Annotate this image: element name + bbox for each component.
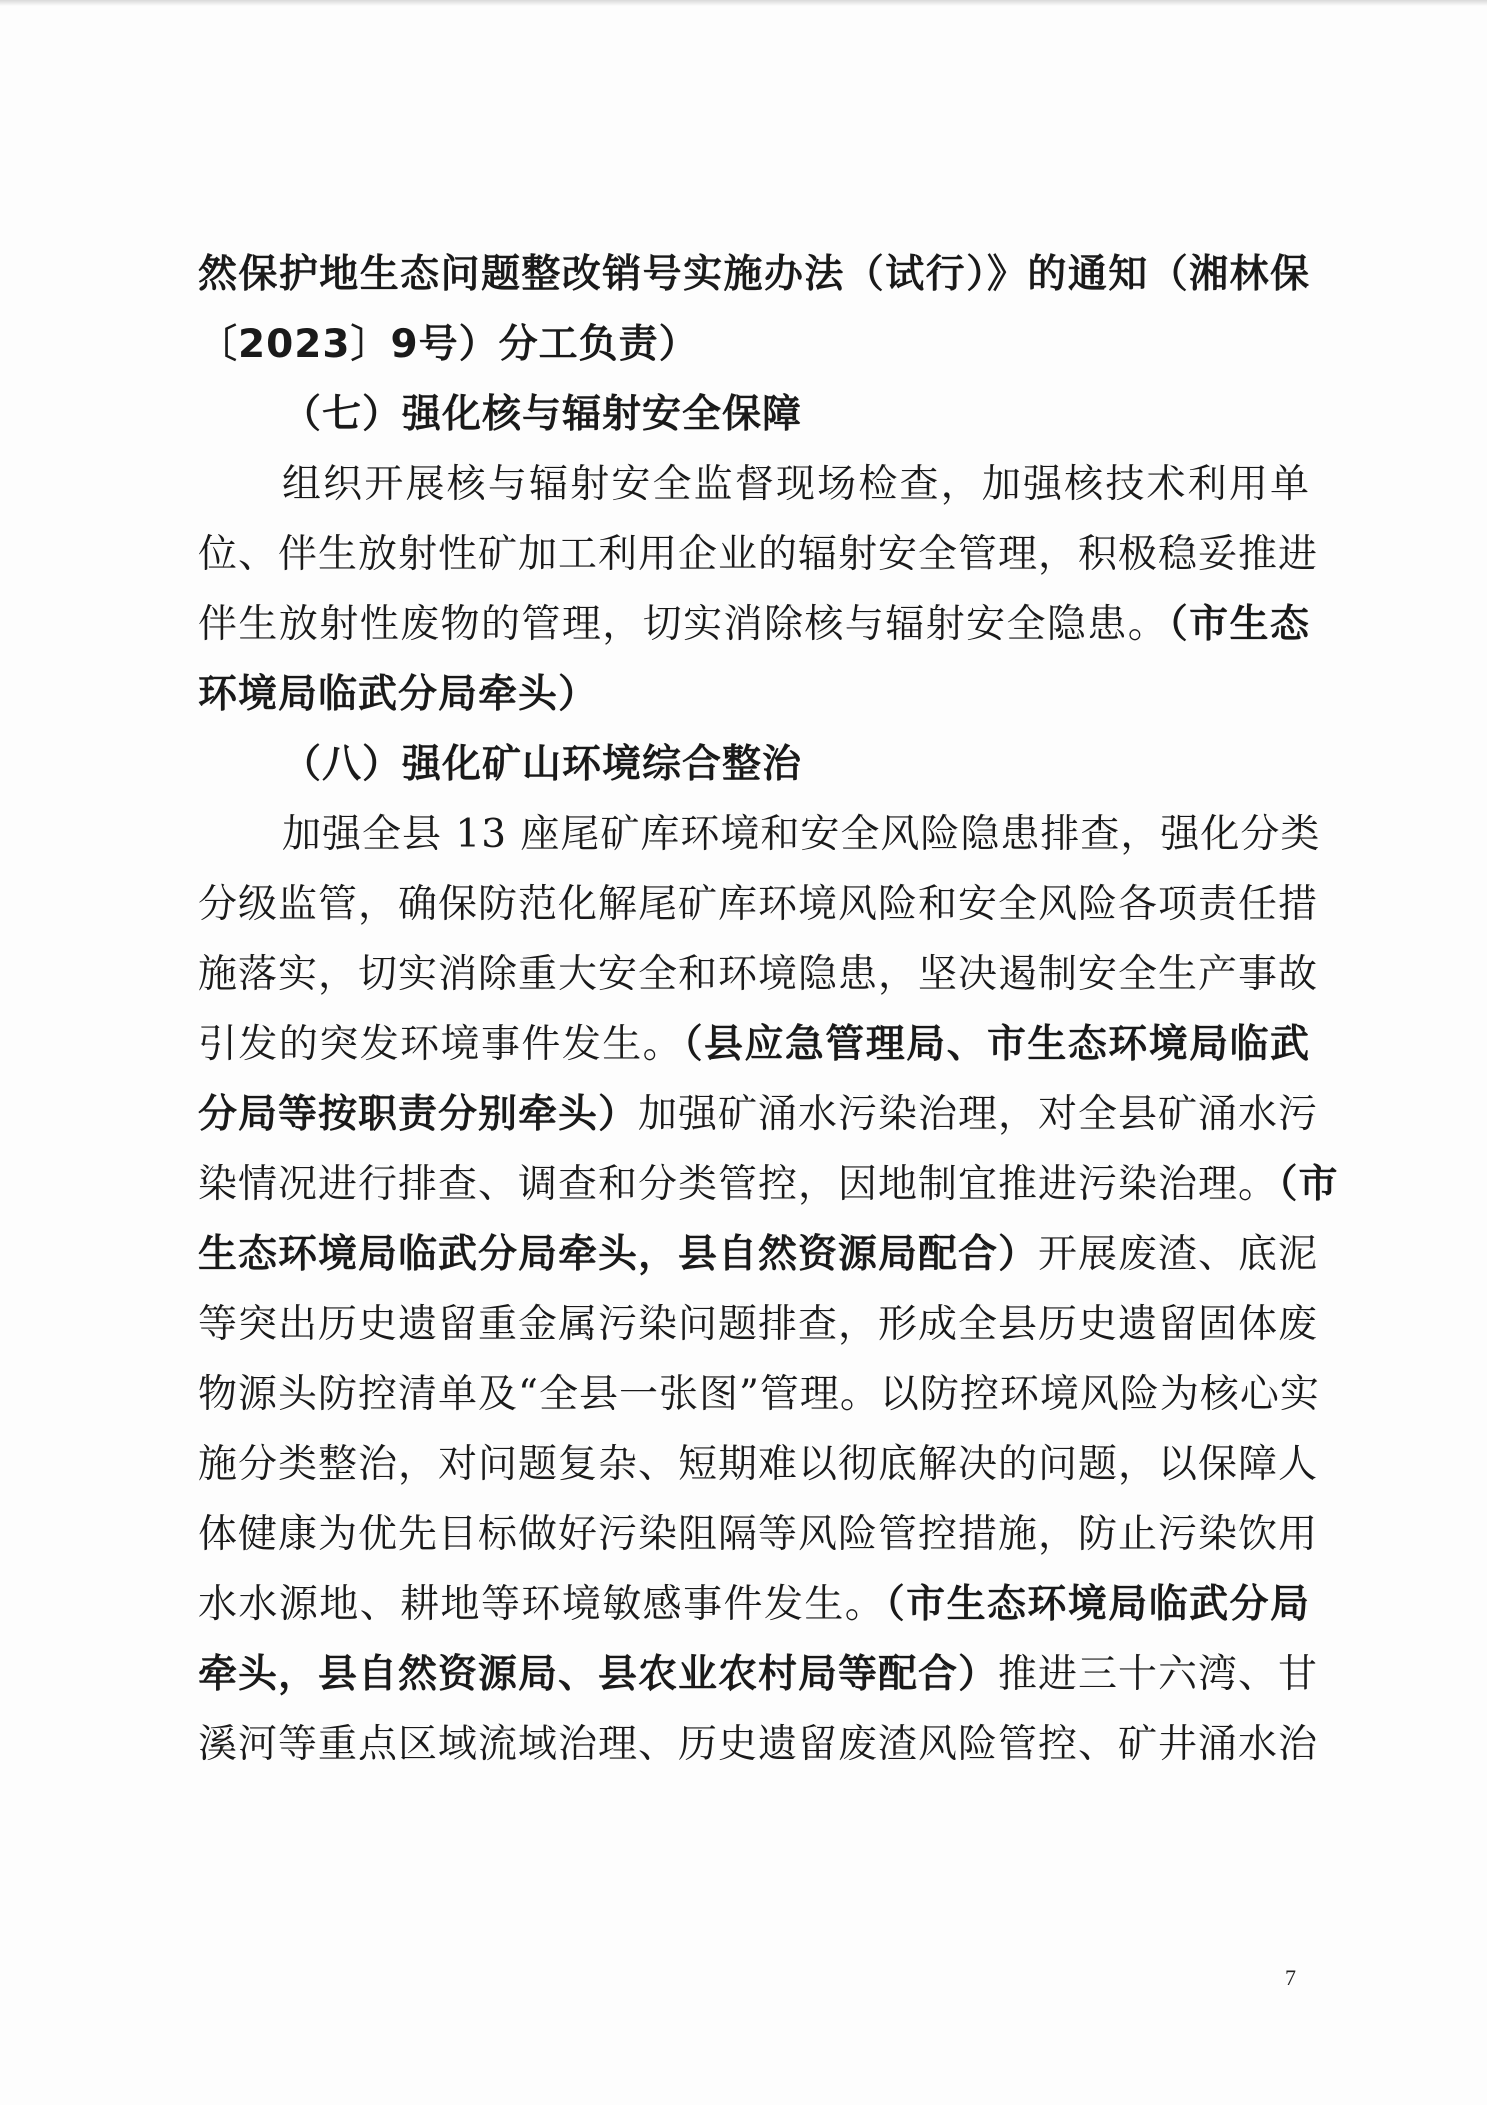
- text-segment: 分级监管，确保防范化解尾矿库环境风险和安全风险各项责任措: [198, 882, 1319, 927]
- text-segment: 组织开展核与辐射安全监督现场检查，加强核技术利用单: [282, 462, 1310, 507]
- text-line: [198, 800, 1321, 870]
- text-line: [198, 1570, 1310, 1640]
- text-line: [198, 1010, 1310, 1080]
- text-line: [198, 1080, 1319, 1150]
- text-segment: 染情况进行排查、调查和分类管控，因地制宜推进污染治理。: [198, 1162, 1279, 1207]
- bold-text-segment: （县应急管理局、市生态环境局临武: [683, 1022, 1310, 1067]
- document-body: [198, 240, 1339, 1780]
- text-line: [198, 940, 1319, 1010]
- bold-text-segment: 〔2023〕9号）分工负责）: [198, 322, 699, 367]
- text-line: [198, 1430, 1319, 1500]
- text-segment: 物源头防控清单及“全县一张图”管理。以防控环境风险为核心实: [198, 1372, 1320, 1417]
- text-segment: 施分类整治，对问题复杂、短期难以彻底解决的问题，以保障人: [198, 1442, 1319, 1487]
- scan-top-edge: [0, 0, 1487, 6]
- text-segment: 开展废渣、底泥: [1038, 1232, 1319, 1277]
- text-line: [198, 310, 1310, 380]
- bold-text-segment: （七）强化核与辐射安全保障: [282, 392, 803, 437]
- text-segment: 水水源地、耕地等环境敏感事件发生。: [198, 1582, 886, 1627]
- bold-text-segment: （市生态环境局临武分局: [885, 1582, 1310, 1627]
- text-line: [198, 590, 1310, 660]
- text-segment: 等突出历史遗留重金属污染问题排查，形成全县历史遗留固体废: [198, 1302, 1319, 1347]
- text-line: [198, 660, 1310, 730]
- text-line: [198, 240, 1310, 310]
- text-line: [198, 450, 1310, 520]
- text-segment: 加强矿涌水污染治理，对全县矿涌水污: [638, 1092, 1319, 1137]
- bold-text-segment: 牵头，县自然资源局、县农业农村局等配合）: [198, 1652, 999, 1697]
- page-number: 7: [1285, 1965, 1296, 1990]
- text-segment: 伴生放射性废物的管理，切实消除核与辐射安全隐患。: [198, 602, 1169, 647]
- text-segment: 加强全县 13 座尾矿库环境和安全风险隐患排查，强化分类: [282, 812, 1321, 857]
- bold-text-segment: （八）强化矿山环境综合整治: [282, 742, 803, 787]
- text-line: [198, 1640, 1319, 1710]
- text-segment: 体健康为优先目标做好污染阻隔等风险管控措施，防止污染饮用: [198, 1512, 1319, 1557]
- text-segment: 引发的突发环境事件发生。: [198, 1022, 684, 1067]
- bold-text-segment: （市生态: [1168, 602, 1310, 647]
- text-line: [198, 1150, 1339, 1220]
- text-line: [198, 1710, 1319, 1780]
- text-line: [198, 1500, 1319, 1570]
- section-heading: [198, 730, 1310, 800]
- bold-text-segment: 生态环境局临武分局牵头，县自然资源局配合）: [198, 1232, 1039, 1277]
- text-segment: 位、伴生放射性矿加工利用企业的辐射安全管理，积极稳妥推进: [198, 532, 1319, 577]
- text-line: [198, 1290, 1319, 1360]
- bold-text-segment: 然保护地生态问题整改销号实施办法（试行）》的通知（湘林保: [198, 252, 1310, 297]
- text-segment: 施落实，切实消除重大安全和环境隐患，坚决遏制安全生产事故: [198, 952, 1319, 997]
- text-segment: 溪河等重点区域流域治理、历史遗留废渣风险管控、矿井涌水治: [198, 1722, 1319, 1767]
- section-heading: [198, 380, 1310, 450]
- text-segment: 推进三十六湾、甘: [998, 1652, 1319, 1697]
- text-line: [198, 870, 1319, 940]
- text-line: [198, 1360, 1320, 1430]
- bold-text-segment: （市: [1278, 1162, 1339, 1207]
- text-line: [198, 1220, 1319, 1290]
- text-line: [198, 520, 1319, 590]
- bold-text-segment: 分局等按职责分别牵头）: [198, 1092, 639, 1137]
- bold-text-segment: 环境局临武分局牵头）: [198, 672, 599, 717]
